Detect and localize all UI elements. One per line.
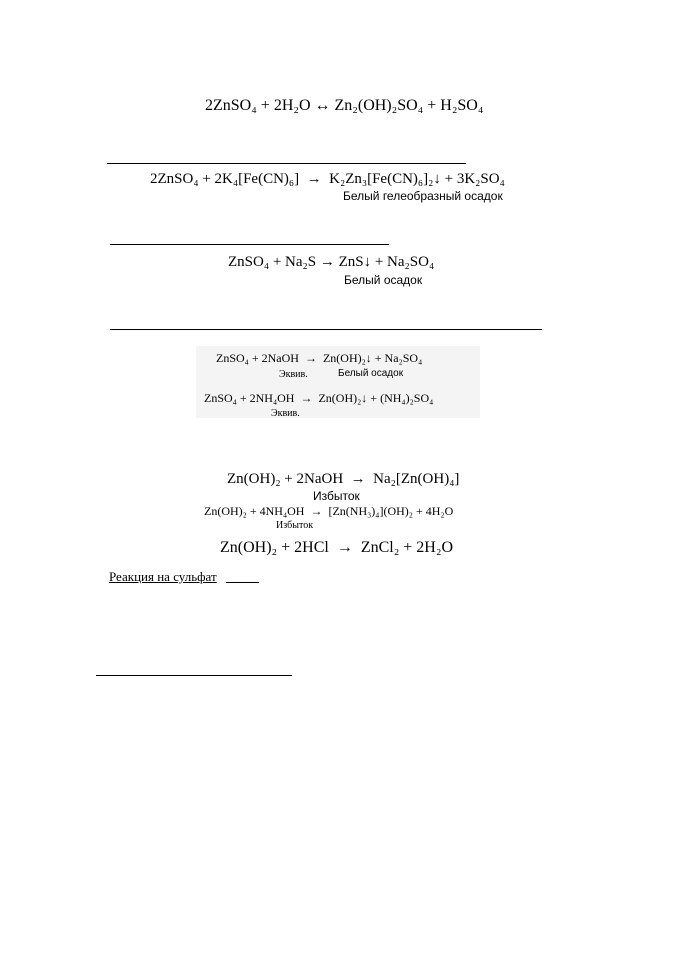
equation-rhs: K₂Zn₃[Fe(CN)₆]₂↓ + 3K₂SO₄ [329,171,505,187]
equation-sulfide [228,255,434,270]
equation-naoh-equiv [216,352,422,364]
excess-note: Избыток [276,520,314,531]
reaction-arrow: → [319,254,335,270]
equation-nh4oh-equiv [204,392,433,404]
equation-rhs: [Zn(NH₃)₄](OH)₂ + 4H₂O [328,504,454,518]
equation-lhs: ZnSO₄ + 2NaOH [216,351,299,365]
precipitate-note: Белый осадок [344,273,423,287]
section-caption [109,569,217,585]
equation-hydrolysis [205,98,483,114]
precipitate-note: Белый гелеобразный осадок [343,189,503,203]
equation-rhs: ZnS↓ + Na₂SO₄ [338,254,435,270]
equation-lhs: Zn(OH)₂ + 2NaOH [227,471,344,487]
excess-note: Избыток [313,489,360,503]
divider-line [110,329,542,330]
reaction-arrow: → [350,471,366,487]
equation-rhs: Na₂[Zn(OH)₄] [373,471,460,487]
reaction-arrow: → [310,504,323,518]
divider-line [110,244,389,245]
equation-lhs: ZnSO₄ + Na₂S [228,254,317,270]
caption-underline-tail [226,582,259,583]
reaction-arrow: → [300,391,313,405]
sulfate-reaction-caption: Реакция на сульфат [109,569,217,584]
equivalent-note: Эквив. [271,408,300,419]
equation-naoh-excess [227,472,459,487]
equation-lhs: ZnSO₄ + 2NH₄OH [204,391,295,405]
reversible-arrow: ↔ [314,97,331,114]
reaction-arrow: → [336,539,353,556]
equation-lhs: 2ZnSO₄ + 2H₂O [205,97,311,114]
equation-rhs: Zn₂(OH)₂SO₄ + H₂SO₄ [334,97,484,114]
equation-ferrocyanide [150,172,505,187]
precipitate-note: Белый осадок [338,368,404,379]
equation-rhs: ZnCl₂ + 2H₂O [360,539,453,556]
equation-rhs: Zn(OH)₂↓ + (NH₄)₂SO₄ [318,391,434,405]
reaction-arrow: → [304,351,317,365]
equivalent-note: Эквив. [279,369,308,380]
equation-lhs: Zn(OH)₂ + 2HCl [220,539,329,556]
equation-lhs: 2ZnSO₄ + 2K₄[Fe(CN)₆] [150,171,300,187]
equation-lhs: Zn(OH)₂ + 4NH₄OH [204,504,305,518]
equation-hcl [220,540,453,556]
reaction-arrow: → [306,171,322,187]
equation-nh4oh-excess [204,505,453,517]
divider-line [96,675,292,676]
equation-rhs: Zn(OH)₂↓ + Na₂SO₄ [322,351,423,365]
divider-line [107,163,466,164]
